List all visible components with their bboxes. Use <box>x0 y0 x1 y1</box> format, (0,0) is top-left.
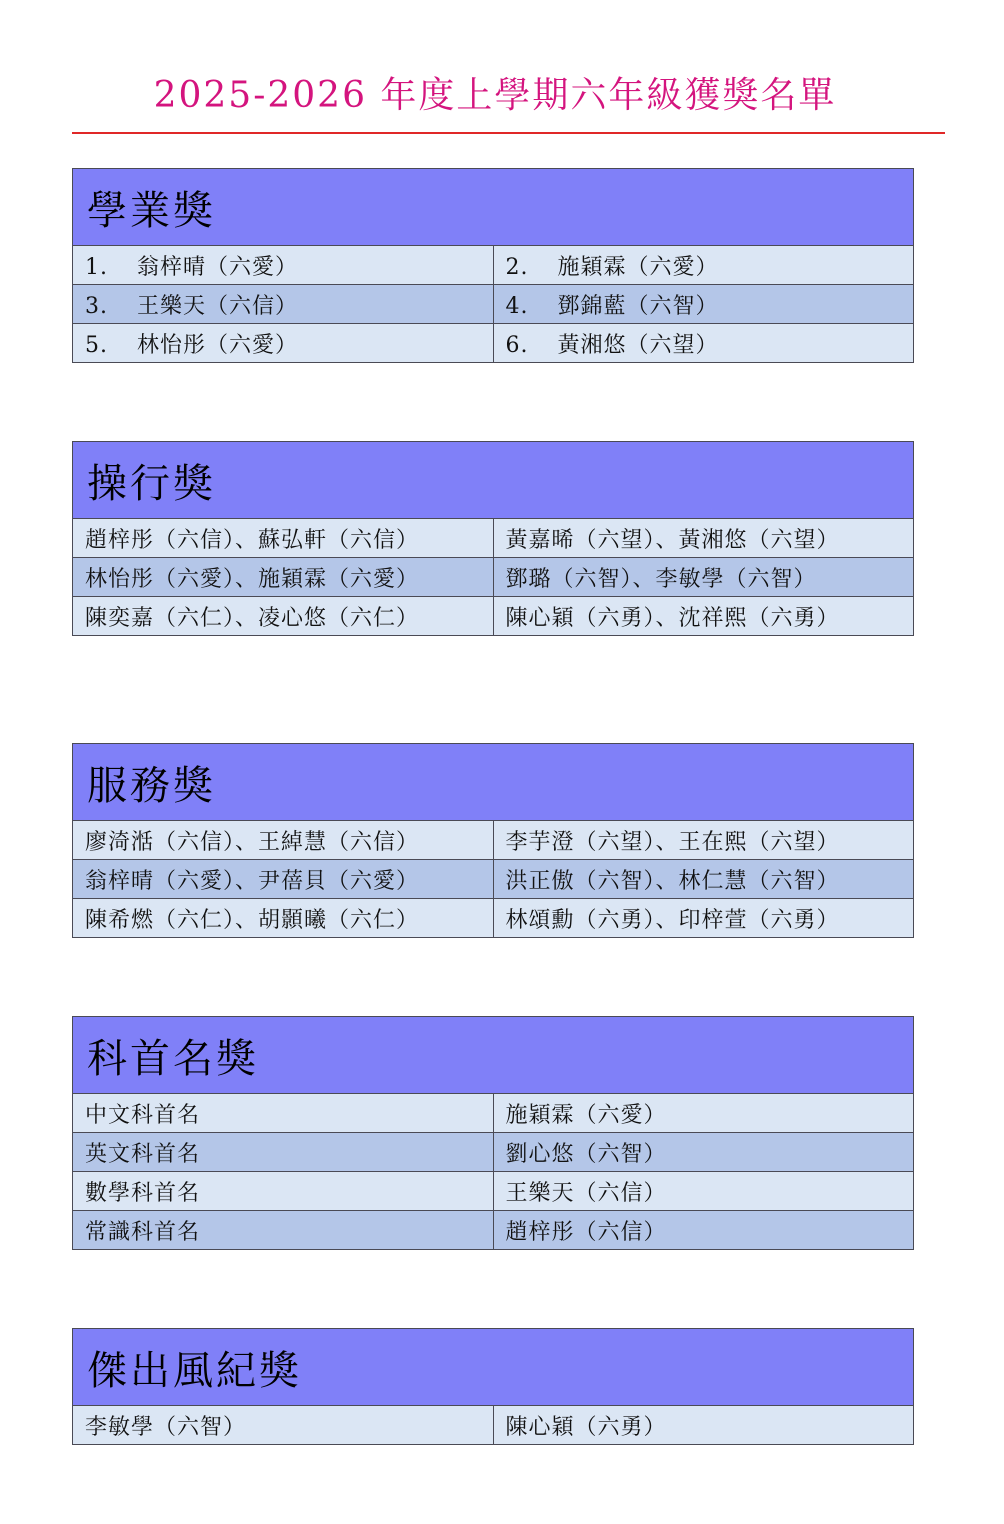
award-cell: 林頌勳（六勇）、印梓萱（六勇） <box>493 899 914 938</box>
award-cell: 廖渏湉（六信）、王綽慧（六信） <box>73 821 494 860</box>
section-header: 學業獎 <box>73 169 914 246</box>
rank-number: 3. <box>85 293 108 319</box>
rank-number: 6. <box>505 332 529 358</box>
award-cell: 陳奕嘉（六仁）、凌心悠（六仁） <box>73 597 494 636</box>
award-cell: 陳心穎（六勇）、沈祥熙（六勇） <box>493 597 914 636</box>
award-cell: 陳心穎（六勇） <box>493 1406 914 1445</box>
table-row <box>73 860 914 899</box>
section-header: 傑出風紀獎 <box>73 1329 914 1406</box>
table-row <box>73 246 914 285</box>
student-name: 黃湘悠（六望） <box>557 332 719 358</box>
table-row <box>73 324 914 363</box>
student-name: 施穎霖（六愛） <box>557 254 719 280</box>
award-cell: 洪正傲（六智）、林仁慧（六智） <box>493 860 914 899</box>
student-name: 鄧錦藍（六智） <box>557 293 719 319</box>
award-cell <box>73 324 494 363</box>
table-row <box>73 1133 914 1172</box>
award-cell: 施穎霖（六愛） <box>493 1094 914 1133</box>
rank-number: 5. <box>85 332 108 358</box>
award-cell: 劉心悠（六智） <box>493 1133 914 1172</box>
award-cell: 趙梓彤（六信）、蘇弘軒（六信） <box>73 519 494 558</box>
student-name: 林怡彤（六愛） <box>137 332 299 358</box>
section-header: 操行獎 <box>73 442 914 519</box>
student-name: 翁梓晴（六愛） <box>137 254 299 280</box>
award-cell: 鄧璐（六智）、李敏學（六智） <box>493 558 914 597</box>
award-cell: 陳希燃（六仁）、胡顥曦（六仁） <box>73 899 494 938</box>
section-header: 服務獎 <box>73 744 914 821</box>
table-row <box>73 597 914 636</box>
academic-award-table <box>72 168 914 363</box>
table-row <box>73 1406 914 1445</box>
award-cell <box>493 246 914 285</box>
subject-cell: 數學科首名 <box>73 1172 494 1211</box>
table-row <box>73 558 914 597</box>
title-underline <box>72 132 945 134</box>
table-row <box>73 899 914 938</box>
award-cell <box>73 285 494 324</box>
section-header: 科首名獎 <box>73 1017 914 1094</box>
conduct-award-table <box>72 441 914 636</box>
discipline-award-table <box>72 1328 914 1445</box>
subject-top-award-table <box>72 1016 914 1250</box>
award-cell: 李敏學（六智） <box>73 1406 494 1445</box>
award-cell: 李芋澄（六望）、王在熙（六望） <box>493 821 914 860</box>
rank-number: 2. <box>505 254 529 280</box>
rank-number: 1. <box>85 254 108 280</box>
table-row <box>73 821 914 860</box>
table-row <box>73 1172 914 1211</box>
award-cell: 黃嘉晞（六望）、黃湘悠（六望） <box>493 519 914 558</box>
award-cell: 王樂天（六信） <box>493 1172 914 1211</box>
table-row <box>73 1094 914 1133</box>
award-cell: 翁梓晴（六愛）、尹蓓貝（六愛） <box>73 860 494 899</box>
service-award-table <box>72 743 914 938</box>
subject-cell: 英文科首名 <box>73 1133 494 1172</box>
award-cell: 趙梓彤（六信） <box>493 1211 914 1250</box>
rank-number: 4. <box>505 293 529 319</box>
table-row <box>73 1211 914 1250</box>
table-row <box>73 285 914 324</box>
subject-cell: 中文科首名 <box>73 1094 494 1133</box>
award-cell <box>493 324 914 363</box>
subject-cell: 常識科首名 <box>73 1211 494 1250</box>
award-cell: 林怡彤（六愛）、施穎霖（六愛） <box>73 558 494 597</box>
page-title: 2025-2026 年度上學期六年級獲獎名單 <box>153 75 837 116</box>
award-cell <box>73 246 494 285</box>
award-cell <box>493 285 914 324</box>
table-row <box>73 519 914 558</box>
student-name: 王樂天（六信） <box>137 293 299 319</box>
